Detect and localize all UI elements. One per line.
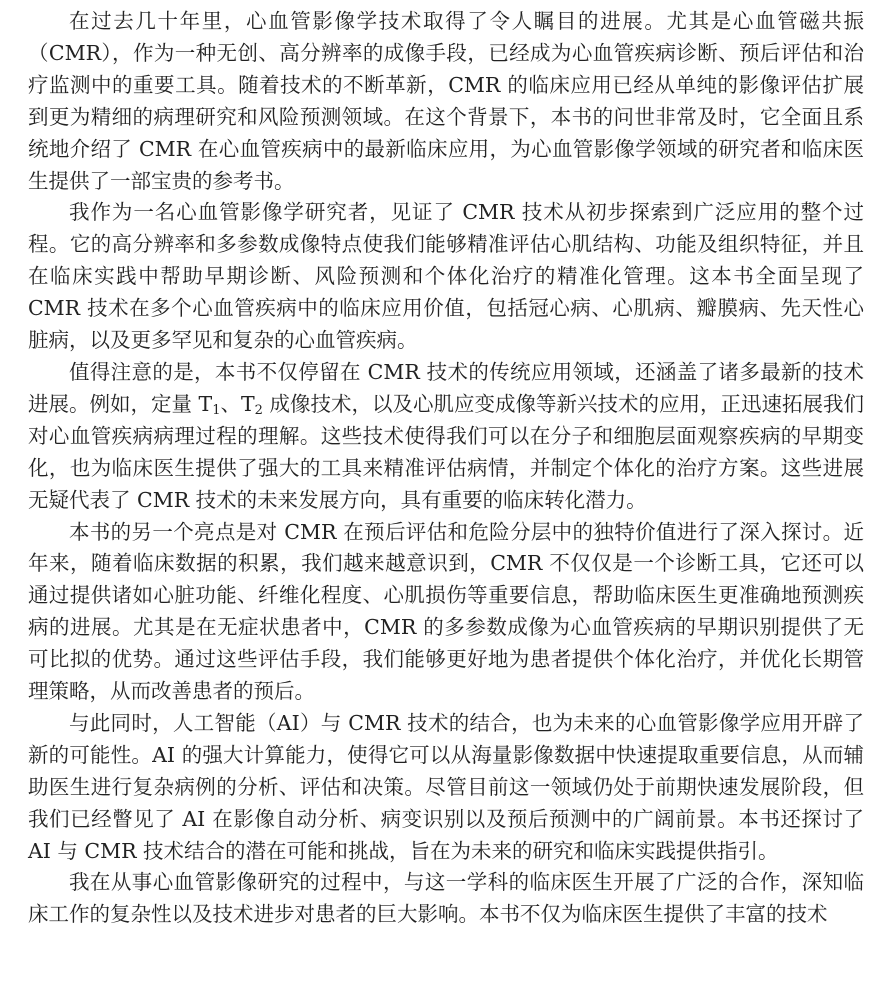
subscript-1: 1 xyxy=(212,402,221,418)
paragraph-5 xyxy=(28,708,864,868)
paragraph-3-text-a: 值得注意的是，本书不仅停留在 CMR 技术的传统应用领域，还涵盖了诸多最新的技术进展。例如，定量 T xyxy=(28,359,864,416)
paragraph-4 xyxy=(28,517,864,708)
paragraph-5-text: 与此同时，人工智能（AI）与 CMR 技术的结合，也为未来的心血管影像学应用开辟了新的可能性。AI 的强大计算能力，使得它可以从海量影像数据中快速提取重要信息，从而辅助医生进行复杂病例的分析、评估和决策。尽管目前这一领域仍处于前期快速发展阶段，但我们已经瞥见了 AI 在影像自动分析、病变识别以及预后预测中的广阔前景。本书还探讨了 AI 与 CMR 技术结合的潜在可能和挑战，旨在为未来的研究和临床实践提供指引。 xyxy=(28,710,864,863)
paragraph-2-text: 我作为一名心血管影像学研究者，见证了 CMR 技术从初步探索到广泛应用的整个过程。它的高分辨率和多参数成像特点使我们能够精准评估心肌结构、功能及组织特征，并且在临床实践中帮助早期诊断、风险预测和个体化治疗的精准化管理。这本书全面呈现了 CMR 技术在多个心血管疾病中的临床应用价值，包括冠心病、心肌病、瓣膜病、先天性心脏病，以及更多罕见和复杂的心血管疾病。 xyxy=(28,200,864,353)
paragraph-3-text-c: 成像技术，以及心肌应变成像等新兴技术的应用，正迅速拓展我们对心血管疾病病理过程的理解。这些技术使得我们可以在分子和细胞层面观察疾病的早期变化，也为临床医生提供了强大的工具来精准评估病情，并制定个体化的治疗方案。这些进展无疑代表了 CMR 技术的未来发展方向，具有重要的临床转化潜力。 xyxy=(28,391,864,512)
subscript-2: 2 xyxy=(254,402,263,418)
paragraph-1-text: 在过去几十年里，心血管影像学技术取得了令人瞩目的进展。尤其是心血管磁共振（CMR），作为一种无创、高分辨率的成像手段，已经成为心血管疾病诊断、预后评估和治疗监测中的重要工具。随着技术的不断革新，CMR 的临床应用已经从单纯的影像评估扩展到更为精细的病理研究和风险预测领域。在这个背景下，本书的问世非常及时，它全面且系统地介绍了 CMR 在心血管疾病中的最新临床应用，为心血管影像学领域的研究者和临床医生提供了一部宝贵的参考书。 xyxy=(28,9,864,193)
paragraph-3-text-b: 、T xyxy=(220,391,255,416)
paragraph-2 xyxy=(28,197,864,357)
paragraph-3 xyxy=(28,357,864,517)
document-page xyxy=(28,6,864,931)
paragraph-6-text: 我在从事心血管影像研究的过程中，与这一学科的临床医生开展了广泛的合作，深知临床工作的复杂性以及技术进步对患者的巨大影响。本书不仅为临床医生提供了丰富的技术 xyxy=(28,870,864,927)
paragraph-6 xyxy=(28,867,864,931)
paragraph-4-text: 本书的另一个亮点是对 CMR 在预后评估和危险分层中的独特价值进行了深入探讨。近年来，随着临床数据的积累，我们越来越意识到，CMR 不仅仅是一个诊断工具，它还可以通过提供诸如心脏功能、纤维化程度、心肌损伤等重要信息，帮助临床医生更准确地预测疾病的进展。尤其是在无症状患者中，CMR 的多参数成像为心血管疾病的早期识别提供了无可比拟的优势。通过这些评估手段，我们能够更好地为患者提供个体化治疗，并优化长期管理策略，从而改善患者的预后。 xyxy=(28,519,864,704)
paragraph-1 xyxy=(28,6,864,197)
